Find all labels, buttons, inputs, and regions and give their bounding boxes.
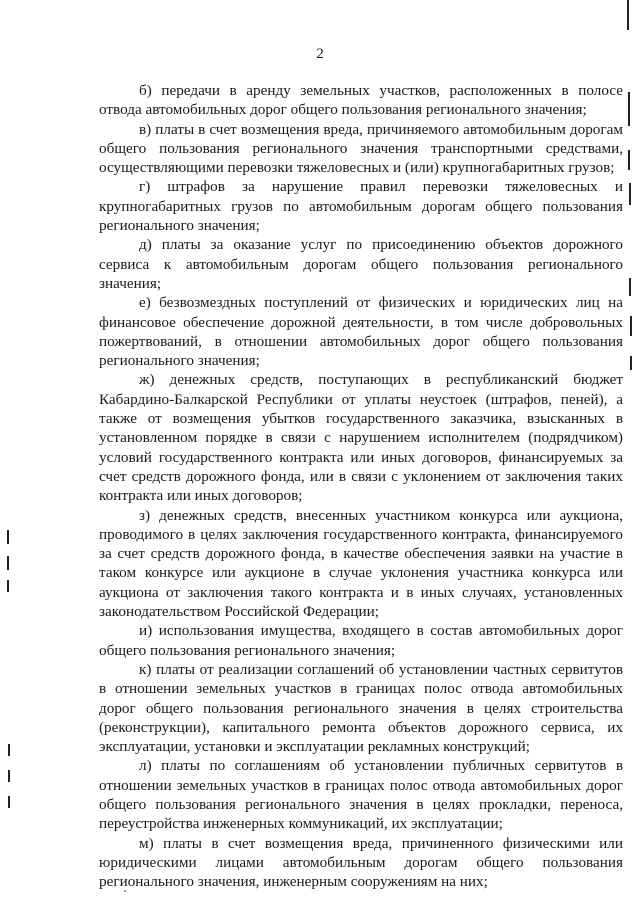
scan-edge-mark xyxy=(7,530,9,544)
paragraph-zh: ж) денежных средств, поступающих в республиканский бюджет Кабардино-Балкарской Республики от уплаты неустоек (штрафов, пеней), а также от возмещения убытков государственного заказчика, взысканных в установленном порядке в связи с нарушением исполнителем (подрядчиком) условий государственного контракта или иных договоров, финансируемых за счет средств дорожного фонда, или в связи с уклонением от заключения таких контракта или иных договоров; xyxy=(99,371,623,505)
scan-edge-mark xyxy=(8,796,10,808)
paragraph-d: д) платы за оказание услуг по присоединению объектов дорожного сервиса к автомобильным дорогам общего пользования регионального значения; xyxy=(99,236,623,292)
paragraph-e: е) безвозмездных поступлений от физических и юридических лиц на финансовое обеспечение дорожной деятельности, в том числе добровольных пожертвований, в отношении автомобильных дорог общего пользования регионального значения; xyxy=(99,294,623,370)
scan-edge-mark xyxy=(627,0,629,30)
document-body xyxy=(99,81,623,891)
paragraph-m: м) платы в счет возмещения вреда, причиненного физическими или юридическими лицами автомобильным дорогам общего пользования регионального значения, инженерным сооружениям на них; xyxy=(99,834,623,891)
scan-edge-mark xyxy=(630,316,632,336)
scan-speck xyxy=(124,890,126,892)
paragraph-l: л) платы по соглашениям об установлении публичных сервитутов в отношении земельных участков в границах полос отвода автомобильных дорог общего пользования регионального значения в целях прокладки, переноса, переустройства инженерных коммуникаций, их эксплуатации; xyxy=(99,757,623,833)
paragraph-b: б) передачи в аренду земельных участков, расположенных в полосе отвода автомобильных дорог общего пользования регионального значения; xyxy=(99,82,623,119)
scan-edge-mark xyxy=(8,744,10,756)
scan-edge-mark xyxy=(8,770,10,782)
paragraph-i: и) использования имущества, входящего в состав автомобильных дорог общего пользования регионального значения; xyxy=(99,622,623,659)
paragraph-g: г) штрафов за нарушение правил перевозки тяжеловесных и крупногабаритных грузов по автомобильным дорогам общего пользования регионального значения; xyxy=(99,178,623,235)
page-number: 2 xyxy=(316,46,324,62)
scan-edge-mark xyxy=(7,580,9,592)
paragraph-v: в) платы в счет возмещения вреда, причиняемого автомобильным дорогам общего пользования регионального значения транспортными средствами, осуществляющими перевозки тяжеловесных и (или) крупногабаритных грузов; xyxy=(99,120,623,177)
scan-edge-mark xyxy=(628,150,630,170)
scan-edge-mark xyxy=(629,183,631,205)
scan-edge-mark xyxy=(7,556,9,570)
scan-edge-mark xyxy=(628,92,630,126)
paragraph-z: з) денежных средств, внесенных участником конкурса или аукциона, проводимого в целях заключения государственного контракта, финансируемого за счет средств дорожного фонда, в качестве обеспечения заявки на участие в таком конкурсе или аукционе в случае уклонения участника конкурса или аукциона от заключения такого контракта и в иных случаях, установленных законодательством Российской Федерации; xyxy=(99,506,623,621)
scan-edge-mark xyxy=(630,356,632,370)
paragraph-k: к) платы от реализации соглашений об установлении частных сервитутов в отношении земельных участков в границах полос отвода автомобильных дорог общего пользования регионального значения в целях строительства (реконструкции), капитального ремонта объектов дорожного сервиса, их эксплуатации, установки и эксплуатации рекламных конструкций; xyxy=(99,660,623,756)
scan-edge-mark xyxy=(629,278,631,296)
